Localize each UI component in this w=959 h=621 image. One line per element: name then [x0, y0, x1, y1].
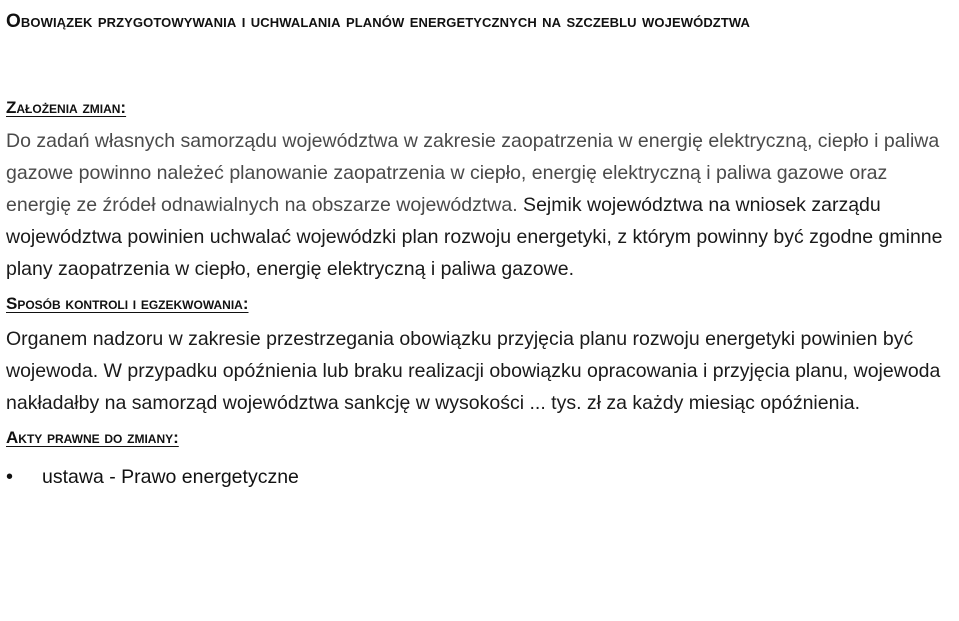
zalozenia-body-text: Sejmik województwa na wniosek zarządu województwa powinien uchwalać wojewódzki plan rozwoju energetyki, z którym powinny być zgodne gminne plany zaopatrzenia w ciepło, energię elektryczną i paliwa gazowe.: [6, 194, 943, 280]
sposob-paragraph: Organem nadzoru w zakresie przestrzegania obowiązku przyjęcia planu rozwoju energetyki powinien być wojewoda. W przypadku opóźnienia lub braku realizacji obowiązku opracowania i przyjęcia planu, wojewoda nakładałby na samorząd województwa sankcję w wysokości ... tys. zł za każdy miesiąc opóźnienia.: [6, 328, 941, 414]
section-heading-zalozenia-zmian: Założenia zmian:: [6, 98, 127, 117]
section-heading-sposob-kontroli: Sposób kontroli i egzekwowania:: [6, 294, 249, 313]
page-title: Obowiązek przygotowywania i uchwalania planów energetycznych na szczeblu województwa: [6, 11, 751, 32]
zalozenia-intro-text: Do zadań własnych samorządu województwa w zakresie zaopatrzenia w energię elektryczną, ciepło i paliwa gazowe powinno należeć planowanie zaopatrzenia w ciepło, energię elektryczną i paliwa gazowe oraz energię ze źródeł odnawialnych na obszarze województwa.: [6, 130, 940, 216]
list-item: [6, 461, 954, 493]
zalozenia-paragraph: [6, 125, 954, 285]
slide-page: [6, 0, 954, 621]
list-item-text: ustawa - Prawo energetyczne: [42, 466, 299, 488]
akty-prawne-list: [6, 461, 954, 493]
section-heading-akty-prawne: Akty prawne do zmiany:: [6, 428, 179, 447]
bullet-icon: •: [6, 466, 14, 488]
